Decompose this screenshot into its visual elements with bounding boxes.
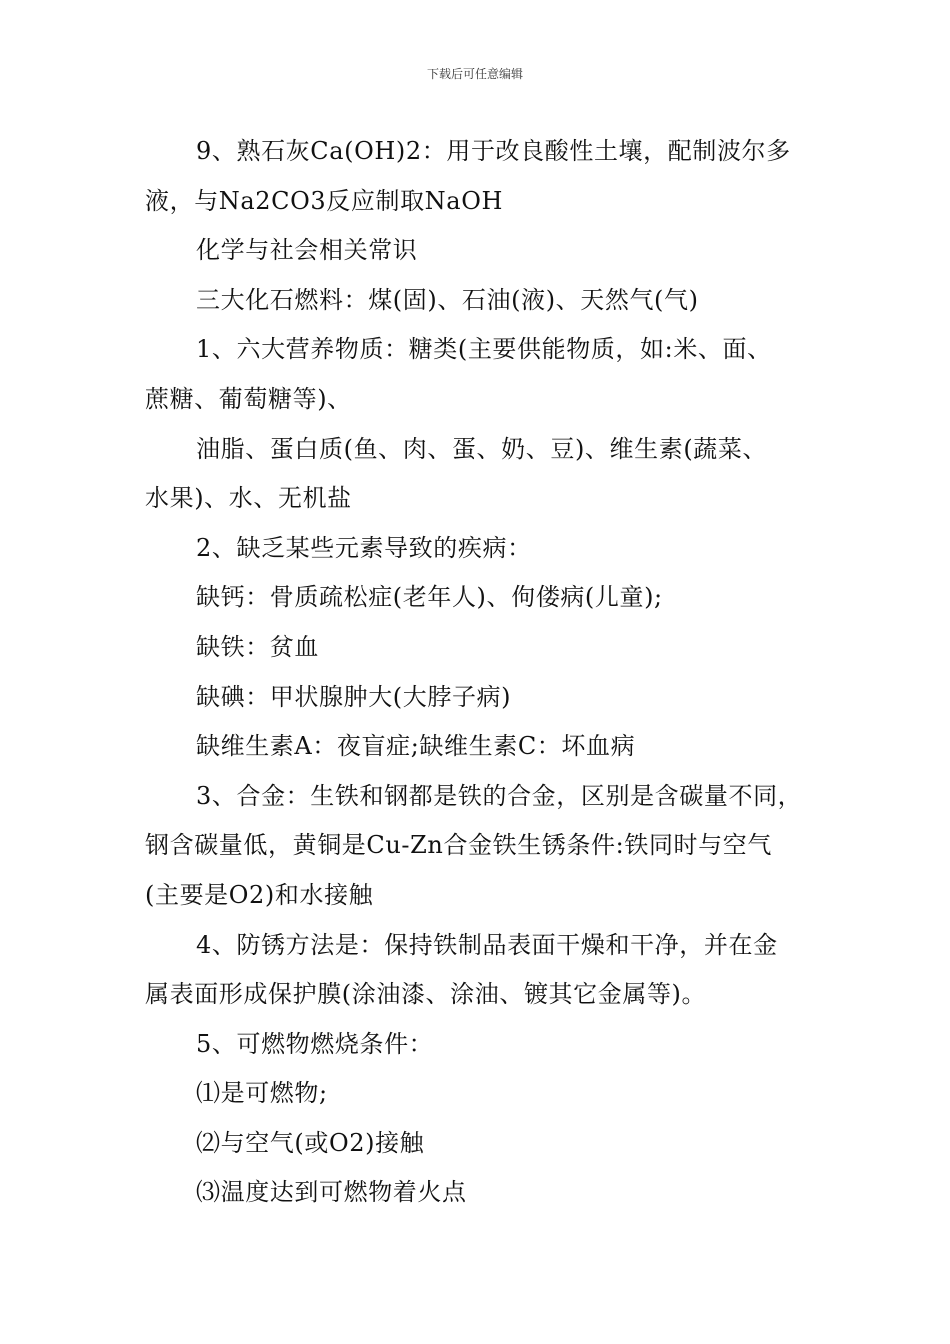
paragraph-condition-3 <box>145 1168 810 1218</box>
text-line: 缺维生素A：夜盲症;缺维生素C：坏血病 <box>196 732 636 761</box>
text-line: 1、六大营养物质：糖类(主要供能物质，如:米、面、 <box>196 335 772 364</box>
page-header: 下载后可任意编辑 <box>426 67 523 81</box>
section-heading <box>145 226 810 276</box>
paragraph-iron <box>145 623 810 673</box>
paragraph-alloy <box>145 772 810 921</box>
text-line: 水果)、水、无机盐 <box>145 484 352 513</box>
text-line: (主要是O2)和水接触 <box>145 880 374 909</box>
paragraph-iodine <box>145 673 810 723</box>
paragraph-slaked-lime <box>145 127 810 226</box>
paragraph-nutrients-cont <box>145 425 810 524</box>
paragraph-rust-prevention <box>145 921 810 1020</box>
document-body <box>145 127 810 1218</box>
text-line: 液，与Na2CO3反应制取NaOH <box>145 186 504 215</box>
text-line: 三大化石燃料：煤(固)、石油(液)、天然气(气) <box>196 285 699 314</box>
text-line: ⑴是可燃物; <box>196 1079 328 1108</box>
paragraph-vitamins <box>145 722 810 772</box>
text-line: 9、熟石灰Ca(OH)2：用于改良酸性土壤，配制波尔多 <box>196 137 791 165</box>
paragraph-calcium <box>145 573 810 623</box>
text-line: 缺碘：甲状腺肿大(大脖子病) <box>196 682 512 711</box>
text-line: ⑶温度达到可燃物着火点 <box>196 1178 467 1207</box>
text-line: 钢含碳量低，黄铜是Cu-Zn合金铁生锈条件:铁同时与空气 <box>145 831 772 860</box>
text-line: 缺铁：贫血 <box>196 632 319 661</box>
paragraph-nutrients <box>145 325 810 424</box>
text-line: 3、合金：生铁和钢都是铁的合金，区别是含碳量不同， <box>196 781 803 810</box>
text-line: 4、防锈方法是：保持铁制品表面干燥和干净，并在金 <box>196 930 778 959</box>
text-line: 5、可燃物燃烧条件： <box>196 1029 434 1058</box>
paragraph-fossil-fuels <box>145 276 810 326</box>
paragraph-combustion <box>145 1020 810 1070</box>
text-line: ⑵与空气(或O2)接触 <box>196 1128 425 1157</box>
paragraph-condition-2 <box>145 1119 810 1169</box>
text-line: 缺钙：骨质疏松症(老年人)、佝偻病(儿童); <box>196 583 663 612</box>
paragraph-deficiency <box>145 524 810 574</box>
paragraph-condition-1 <box>145 1069 810 1119</box>
text-line: 化学与社会相关常识 <box>196 236 418 265</box>
text-line: 油脂、蛋白质(鱼、肉、蛋、奶、豆)、维生素(蔬菜、 <box>196 434 768 463</box>
text-line: 2、缺乏某些元素导致的疾病： <box>196 533 532 562</box>
text-line: 属表面形成保护膜(涂油漆、涂油、镀其它金属等)。 <box>145 980 707 1009</box>
text-line: 蔗糖、葡萄糖等)、 <box>145 384 352 413</box>
